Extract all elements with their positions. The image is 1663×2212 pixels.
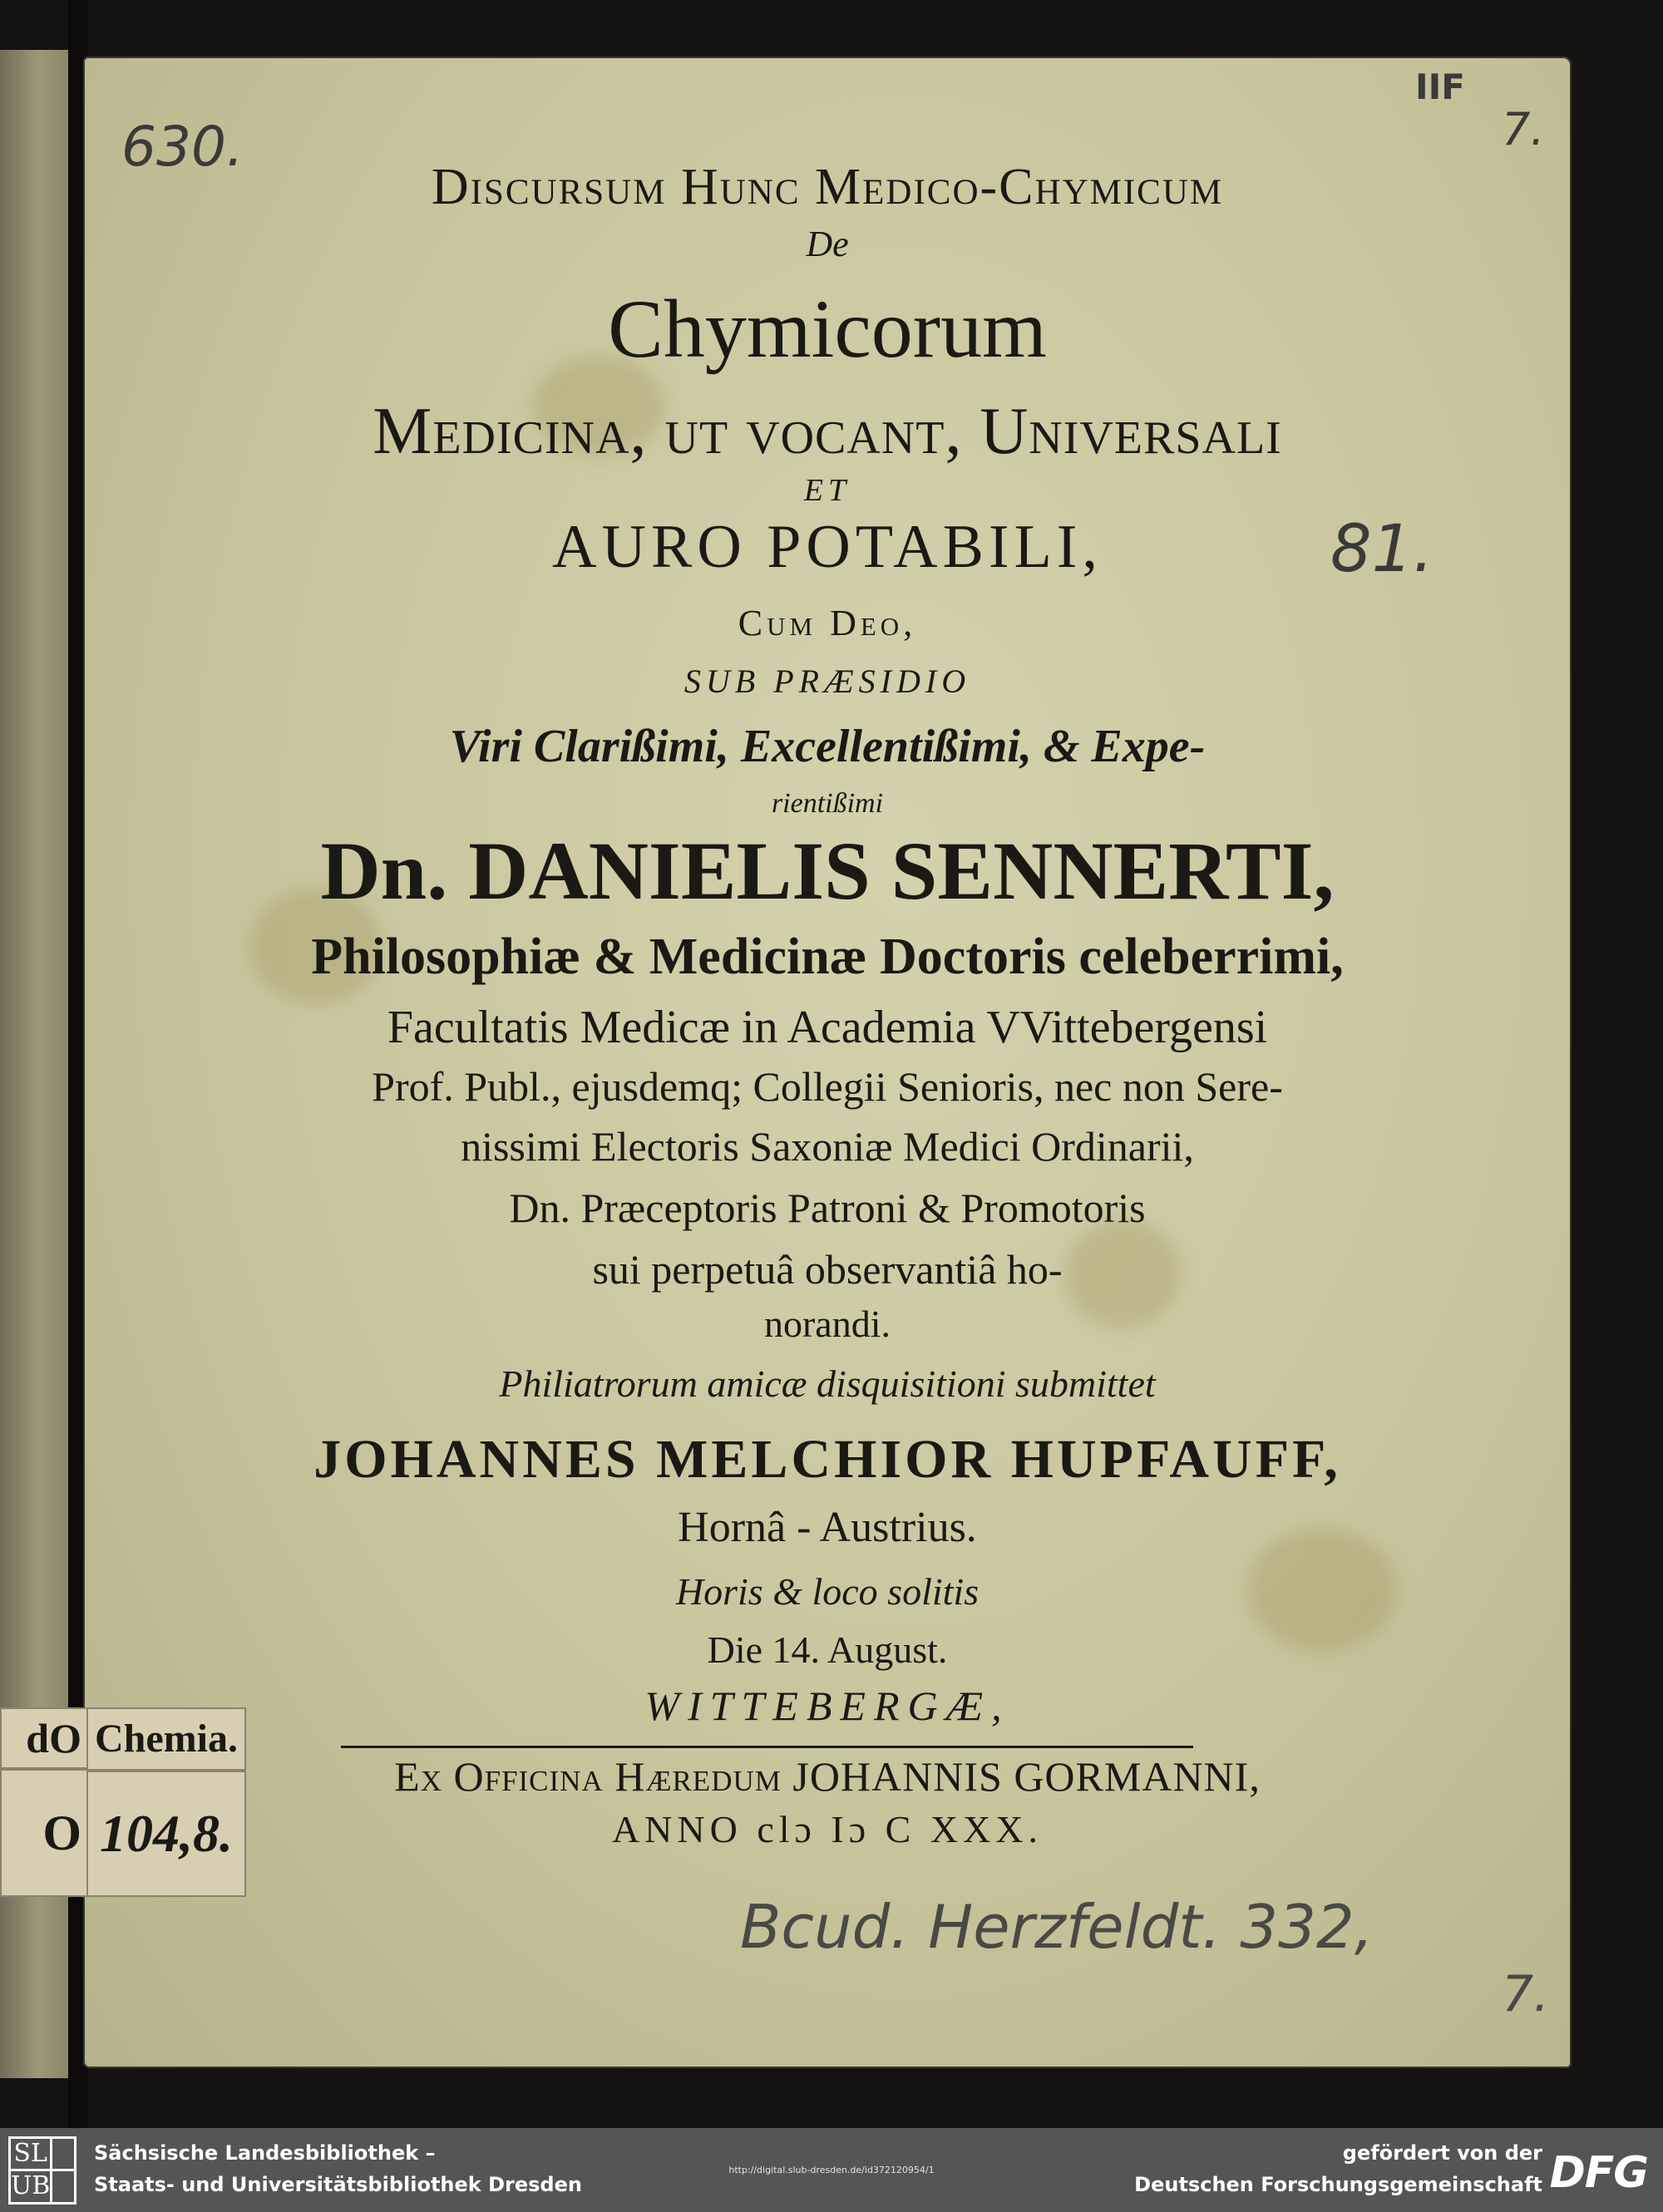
title-line-auro-potabili: AURO POTABILI, — [552, 513, 1103, 581]
institution-name-line2: Staats- und Universitätsbibliothek Dresden — [94, 2173, 582, 2196]
title-line-discursum: Discursum Hunc Medico-Chymicum — [431, 159, 1224, 215]
permalink-url[interactable]: http://digital.slub-dresden.de/id372120954/1 — [728, 2165, 935, 2175]
handwritten-page-number: 7. — [1502, 103, 1545, 155]
title-line-et: ET — [803, 473, 851, 508]
title-page — [83, 57, 1572, 2068]
library-label-chemia: Chemia. — [86, 1707, 246, 1771]
title-line-chymicorum: Chymicorum — [608, 283, 1047, 375]
dfg-logo: DFG — [1549, 2148, 1648, 2198]
library-label-fragment-top: dO — [0, 1707, 88, 1769]
funding-line1: gefördert von der — [1342, 2141, 1542, 2165]
title-line-horna-austrius: Hornâ - Austrius. — [678, 1504, 977, 1551]
library-label-shelfmark: 104,8. — [86, 1771, 246, 1897]
title-line-philiatrorum: Philiatrorum amicæ disquisitioni submittet — [499, 1362, 1156, 1405]
title-line-anno: ANNO clɔ Iɔ C XXX. — [611, 1808, 1044, 1850]
title-line-facultatis: Facultatis Medicæ in Academia VVittebergensi — [387, 1002, 1268, 1053]
title-line-hupfauff: JOHANNES MELCHIOR HUPFAUFF, — [313, 1429, 1341, 1490]
handwritten-seven: 7. — [1502, 1965, 1550, 2023]
title-line-wittebergae: WITTEBERGÆ, — [644, 1682, 1010, 1729]
title-line-praeceptoris: Dn. Præceptoris Patroni & Promotoris — [509, 1185, 1146, 1231]
library-label-fragment-bottom: O — [0, 1769, 88, 1897]
handwritten-shelf-number: 630. — [121, 115, 244, 179]
title-line-sub-praesidio: SUB PRÆSIDIO — [683, 663, 971, 700]
digitization-footer — [0, 2128, 1663, 2212]
title-line-medicina: Medicina, ut vocant, Universali — [373, 395, 1282, 468]
handwritten-signature: Bcud. Herzfeldt. 332, — [740, 1892, 1374, 1962]
title-line-philosophiae: Philosophiæ & Medicinæ Doctoris celeberrimi, — [311, 929, 1344, 985]
title-line-viri: Viri Clarißimi, Excellentißimi, & Expe- — [449, 721, 1206, 772]
institution-name-line1: Sächsische Landesbibliothek – — [94, 2141, 436, 2165]
handwritten-top-mark: IIF — [1415, 67, 1465, 107]
title-line-die: Die 14. August. — [707, 1628, 948, 1671]
title-line-perpetua: sui perpetuâ observantiâ ho- — [592, 1246, 1063, 1293]
title-line-norandi: norandi. — [763, 1303, 891, 1345]
slub-logo-letter: SL — [11, 2139, 52, 2171]
title-line-horis: Horis & loco solitis — [675, 1570, 980, 1613]
title-line-rientissimi: rientißimi — [771, 788, 884, 819]
imprint-rule — [341, 1746, 1193, 1748]
handwritten-number-81: 81. — [1330, 512, 1434, 587]
title-line-officina: Ex Officina Hæredum JOHANNIS GORMANNI, — [394, 1753, 1261, 1800]
slub-logo-letter — [52, 2171, 74, 2202]
title-line-nissimi: nissimi Electoris Saxoniæ Medici Ordinarii, — [461, 1123, 1194, 1170]
slub-logo-letter: UB — [11, 2171, 52, 2202]
title-line-prof-publ: Prof. Publ., ejusdemq; Collegii Senioris, nec non Sere- — [372, 1063, 1283, 1110]
title-line-sennerti: Dn. DANIELIS SENNERTI, — [320, 825, 1335, 917]
funding-line2: Deutschen Forschungsgemeinschaft — [1134, 2173, 1542, 2196]
title-line-de: De — [806, 224, 849, 264]
title-line-cum-deo: Cum Deo, — [738, 603, 917, 643]
